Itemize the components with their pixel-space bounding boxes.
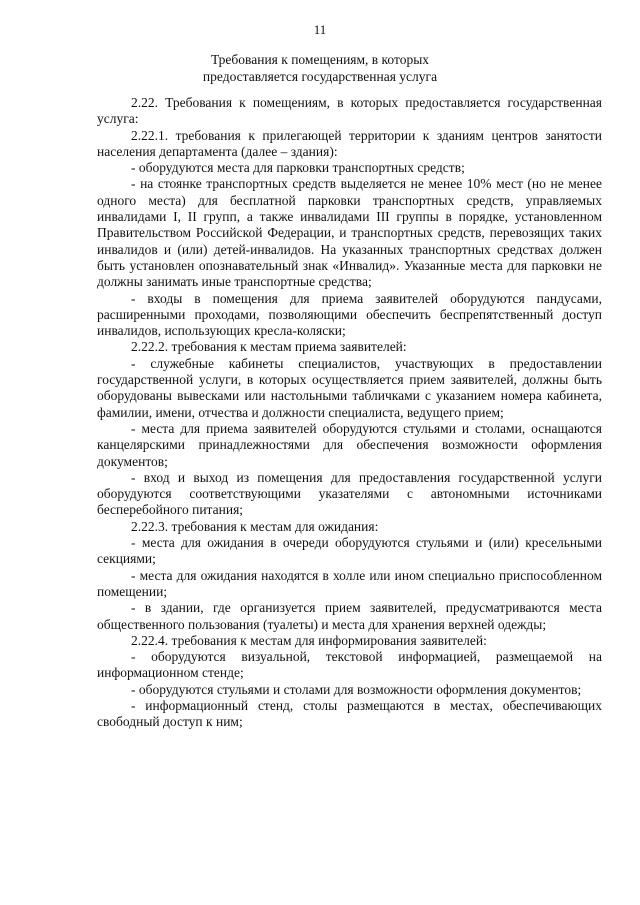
paragraph: - в здании, где организуется прием заявителей, предусматриваются места общественного пользования (туалеты) и места для хранения верхней одежды;: [97, 600, 602, 632]
paragraph: 2.22.2. требования к местам приема заявителей:: [131, 339, 407, 355]
paragraph: 2.22. Требования к помещениям, в которых предоставляется государственная услуга:: [97, 95, 602, 127]
paragraph: - места для приема заявителей оборудуются стульями и столами, оснащаются канцелярскими принадлежностями для обеспечения возможности оформления документов;: [97, 420, 602, 469]
paragraph: 2.22.4. требования к местам для информирования заявителей:: [131, 632, 487, 648]
paragraph: 2.22.1. требования к прилегающей территории к зданиям центров занятости населения департамента (далее – здания):: [97, 127, 602, 159]
paragraph: - на стоянке транспортных средств выделяется не менее 10% мест (но не менее одного места) для бесплатной парковки транспортных средств, управляемых инвалидами I, II групп, а также инвалидами III группы в порядке, установленном Правительством Российской Федерации, и транспортных средств, перевозящих таких инвалидов и (или) детей-инвалидов. На указанных транспортных средствах должен быть установлен опознавательный знак «Инвалид». Указанные места для парковки не должны занимать иные транспортные средства;: [97, 176, 602, 290]
paragraph: 2.22.3. требования к местам для ожидания:: [131, 518, 379, 534]
paragraph: - входы в помещения для приема заявителей оборудуются пандусами, расширенными проходами, позволяющими обеспечить беспрепятственный доступ инвалидов, использующих кресла-коляски;: [97, 290, 602, 339]
paragraph: - оборудуются визуальной, текстовой информацией, размещаемой на информационном стенде;: [97, 649, 602, 681]
section-title-line: Требования к помещениям, в которых: [210, 52, 430, 67]
page-number: 11: [313, 22, 327, 37]
paragraph: - служебные кабинеты специалистов, участвующих в предоставлении государственной услуги, в которых осуществляется прием заявителей, должны быть оборудованы вывесками или настольными табличками с указанием номера кабинета, фамилии, имени, отчества и должности специалиста, ведущего прием;: [97, 355, 602, 420]
paragraph: - оборудуются места для парковки транспортных средств;: [131, 160, 465, 176]
paragraph: - места для ожидания в очереди оборудуются стульями и (или) кресельными секциями;: [97, 535, 602, 567]
paragraph: - вход и выход из помещения для предоставления государственной услуги оборудуются соответствующими указателями с автономными источниками бесперебойного питания;: [97, 469, 602, 518]
paragraph: - оборудуются стульями и столами для возможности оформления документов;: [131, 681, 582, 697]
section-title-line: предоставляется государственная услуга: [202, 69, 438, 84]
document-body: [97, 95, 602, 731]
paragraph: - места для ожидания находятся в холле или ином специально приспособленном помещении;: [97, 567, 602, 599]
section-title: [0, 51, 640, 85]
paragraph: - информационный стенд, столы размещаются в местах, обеспечивающих свободный доступ к ним;: [97, 697, 602, 730]
